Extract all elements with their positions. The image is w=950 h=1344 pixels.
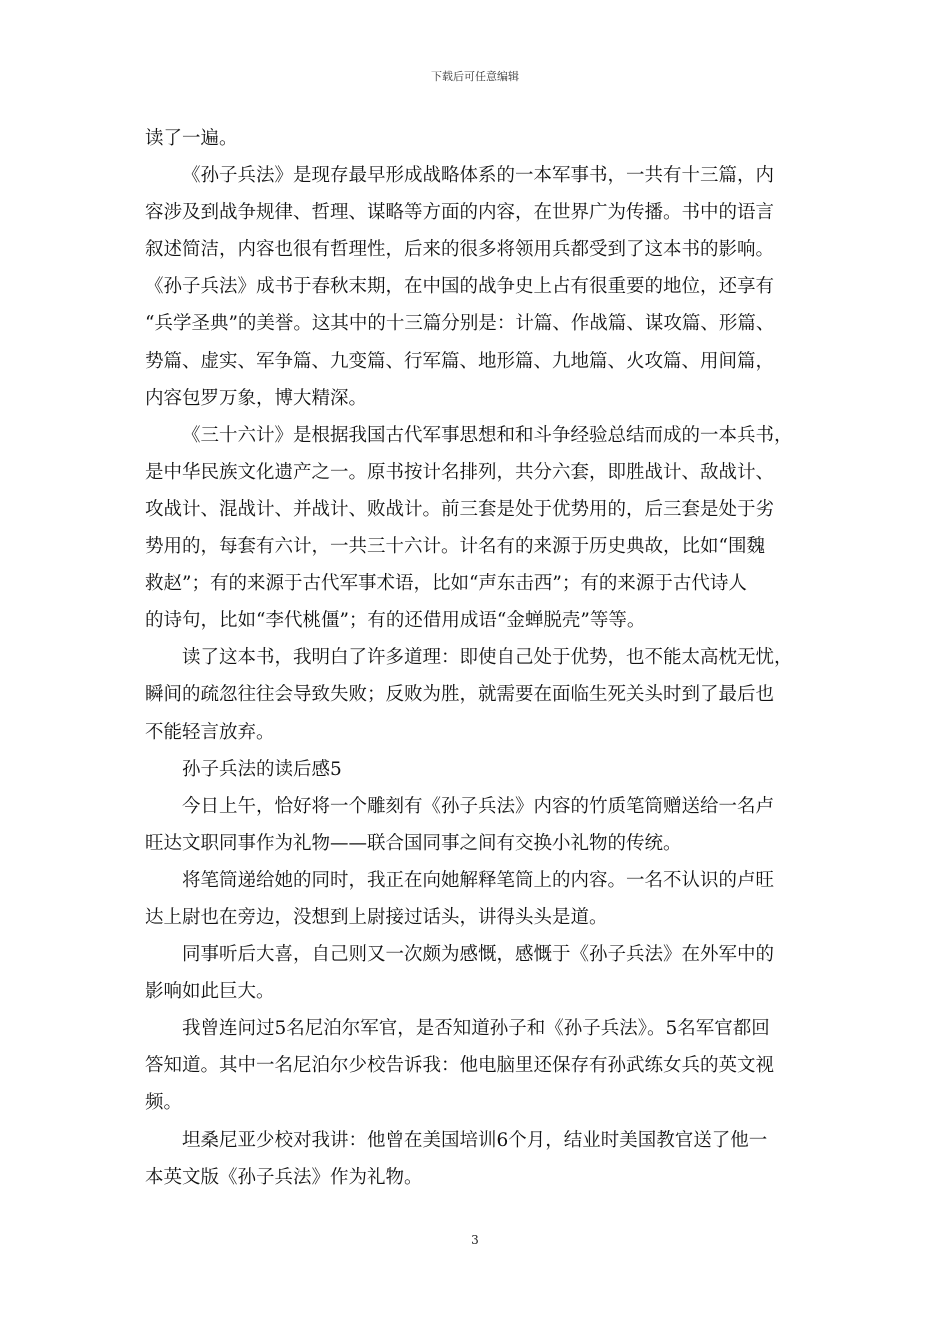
text-line: 叙述简洁，内容也很有哲理性，后来的很多将领用兵都受到了这本书的影响。 — [145, 239, 775, 261]
text-line: 是中华民族文化遗产之一。原书按计名排列，共分六套，即胜战计、敌战计、 — [145, 461, 775, 483]
paragraph-line: 坦桑尼亚少校对我讲：他曾在美国培训6个月，结业时美国教官送了他一 — [182, 1129, 768, 1151]
text-line: 频。 — [145, 1092, 183, 1114]
paragraph-line: 《三十六计》是根据我国古代军事思想和和斗争经验总结而成的一本兵书， — [182, 424, 793, 446]
page-header: 下载后可任意编辑 — [431, 70, 519, 83]
text-line: 救赵”；有的来源于古代军事术语，比如“声东击西”；有的来源于古代诗人 — [145, 573, 747, 595]
text-line: 本英文版《孙子兵法》作为礼物。 — [145, 1166, 423, 1188]
text-line: 答知道。其中一名尼泊尔少校告诉我：他电脑里还保存有孙武练女兵的英文视 — [145, 1055, 775, 1077]
paragraph-line: 我曾连问过5名尼泊尔军官，是否知道孙子和《孙子兵法》。5名军官都回 — [182, 1018, 770, 1040]
text-line: 不能轻言放弃。 — [145, 721, 275, 743]
text-line: 势用的，每套有六计，一共三十六计。计名有的来源于历史典故，比如“围魏 — [145, 536, 765, 558]
text-line: 读了一遍。 — [145, 128, 238, 149]
text-line: 达上尉也在旁边，没想到上尉接过话头，讲得头头是道。 — [145, 906, 608, 928]
text-line: “兵学圣典”的美誉。这其中的十三篇分别是：计篇、作战篇、谋攻篇、形篇、 — [145, 313, 775, 335]
paragraph-line: 今日上午，恰好将一个雕刻有《孙子兵法》内容的竹质笔筒赠送给一名卢 — [182, 795, 775, 817]
text-line: 影响如此巨大。 — [145, 981, 275, 1003]
text-line: 《孙子兵法》成书于春秋末期，在中国的战争史上占有很重要的地位，还享有 — [145, 276, 775, 298]
paragraph-line: 读了这本书，我明白了许多道理：即使自己处于优势，也不能太高枕无忧， — [182, 647, 793, 669]
page-number: 3 — [471, 1233, 479, 1247]
text-line: 势篇、虚实、军争篇、九变篇、行军篇、地形篇、九地篇、火攻篇、用间篇， — [145, 350, 775, 372]
text-line: 的诗句，比如“李代桃僵”；有的还借用成语“金蝉脱壳”等等。 — [145, 610, 646, 632]
text-line: 内容包罗万象，博大精深。 — [145, 387, 368, 409]
paragraph-line: 将笔筒递给她的同时，我正在向她解释笔筒上的内容。一名不认识的卢旺 — [182, 869, 775, 891]
text-line: 攻战计、混战计、并战计、败战计。前三套是处于优势用的，后三套是处于劣 — [145, 498, 775, 520]
paragraph-line: 《孙子兵法》是现存最早形成战略体系的一本军事书，一共有十三篇，内 — [182, 165, 775, 187]
text-line: 瞬间的疏忽往往会导致失败；反败为胜，就需要在面临生死关头时到了最后也 — [145, 684, 775, 706]
section-heading: 孙子兵法的读后感5 — [182, 758, 342, 780]
paragraph-line: 同事听后大喜，自己则又一次颇为感慨，感慨于《孙子兵法》在外军中的 — [182, 944, 775, 966]
text-line: 旺达文职同事作为礼物——联合国同事之间有交换小礼物的传统。 — [145, 832, 682, 854]
document-body — [145, 120, 815, 1196]
text-line: 容涉及到战争规律、哲理、谋略等方面的内容，在世界广为传播。书中的语言 — [145, 202, 775, 224]
